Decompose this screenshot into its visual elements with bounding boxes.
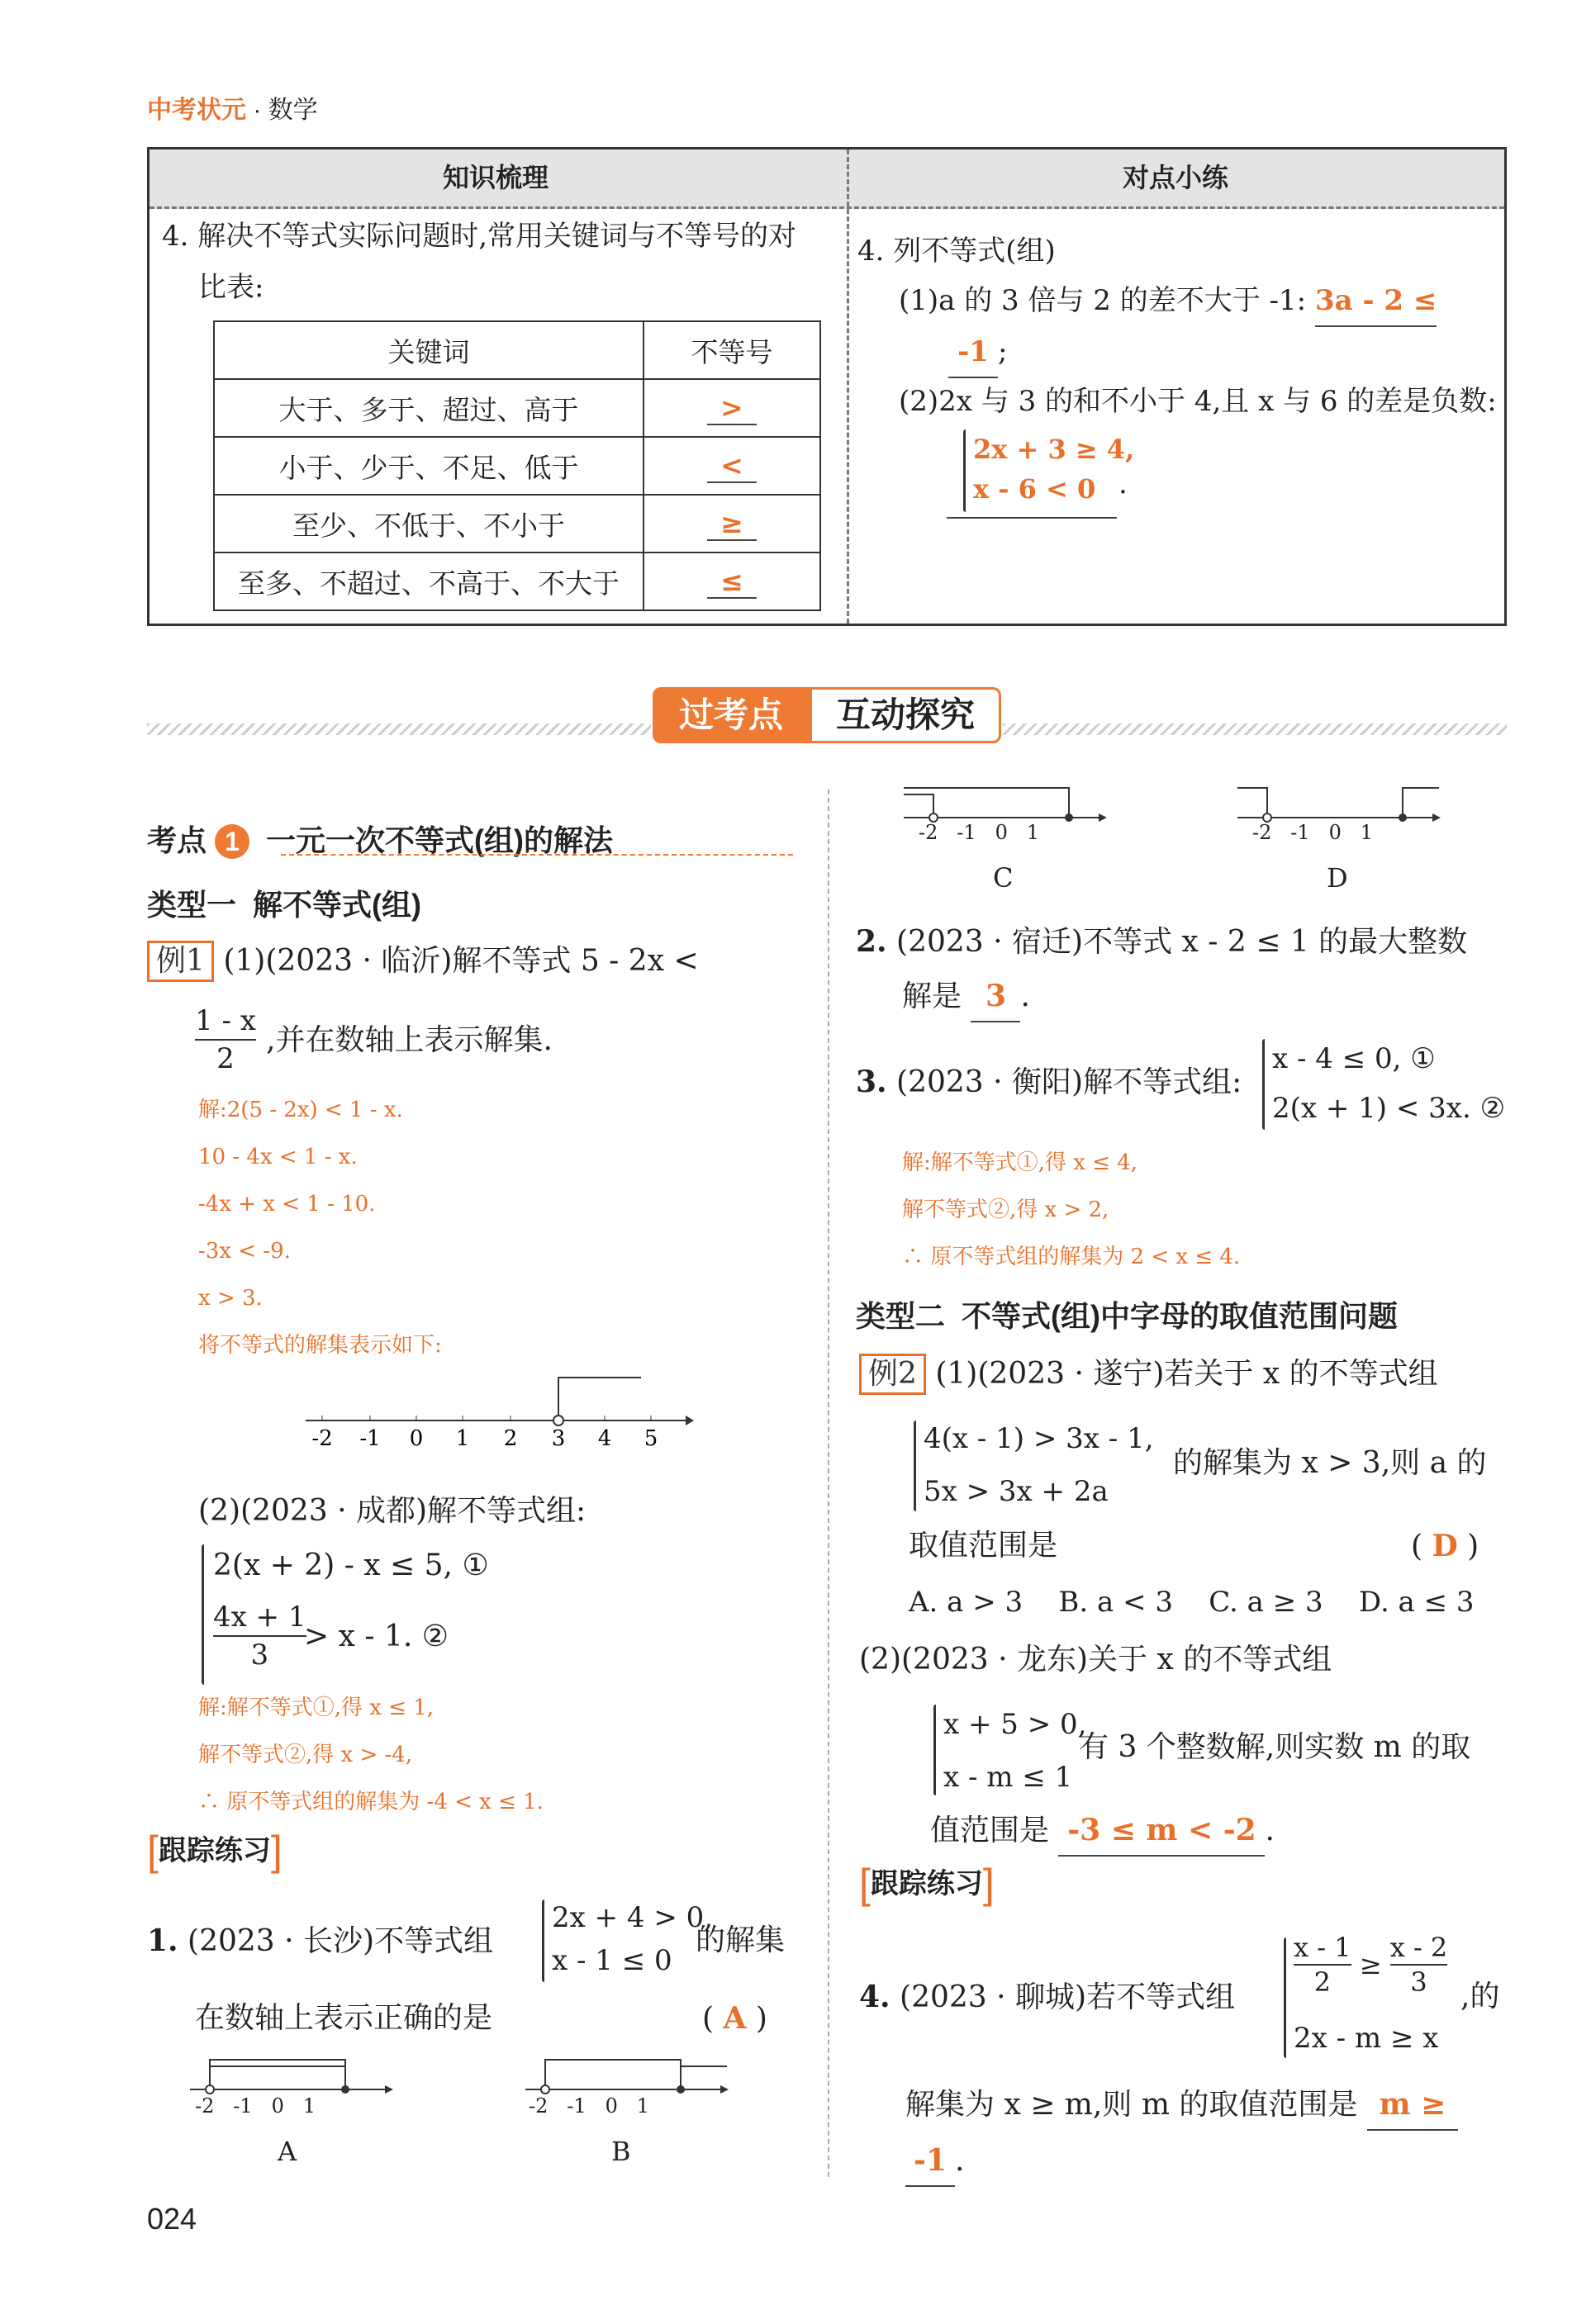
banner-left: 过考点 — [653, 687, 810, 743]
sol-line: 10 - 4x < 1 - x. — [198, 1145, 358, 1169]
sol-line: x > 3. — [198, 1286, 263, 1311]
header-left: 知识梳理 — [442, 163, 549, 192]
keyword-table — [213, 320, 821, 611]
sol-line: -4x + x < 1 - 10. — [198, 1192, 376, 1217]
ex2-line4 — [930, 1805, 1275, 1857]
tick-label: -2 — [1252, 821, 1272, 844]
tick-label: 1 — [636, 2094, 650, 2118]
option-c-label: C — [993, 862, 1014, 894]
kw-cell: 小于、少于、不足、低于 — [214, 437, 644, 495]
q2-line2 — [902, 971, 1030, 1022]
type1-heading: 类型一 解不等式(组) — [147, 888, 421, 922]
kw-head-keyword: 关键词 — [214, 321, 644, 379]
sign-cell: < — [707, 449, 757, 483]
q1-body: (2023 · 长沙)不等式组 — [188, 1924, 494, 1958]
right4-p1-answer: 3a - 2 ≤ — [1315, 276, 1437, 327]
right4-p1 — [899, 276, 1437, 327]
tick-label: -2 — [311, 1426, 333, 1451]
ex2-e2: 5x > 3x + 2a — [924, 1475, 1109, 1508]
tick-label: 1 — [455, 1426, 470, 1451]
ex2-answer-value: D — [1432, 1529, 1458, 1563]
ex2-line3: 取值范围是 — [909, 1529, 1058, 1563]
brace — [1262, 1039, 1265, 1130]
ex2-e3: x + 5 > 0, — [943, 1708, 1087, 1741]
tick-label: -1 — [233, 2094, 253, 2118]
right4-p2-end: . — [1118, 467, 1128, 500]
option-a-label: A — [278, 2136, 297, 2167]
ex2-line4-text: 值范围是 — [930, 1814, 1050, 1847]
ex1-solution2 — [198, 1685, 544, 1826]
q2-answer: 3 — [971, 971, 1020, 1022]
box-divider — [847, 149, 849, 624]
sol-line: 解不等式②,得 x > -4, — [198, 1743, 413, 1767]
tick-label: 2 — [503, 1426, 518, 1451]
q1-e1: 2x + 4 > 0, — [552, 1901, 714, 1934]
q1-answer: ( A ) — [702, 2001, 767, 2036]
fraction-denominator: 3 — [250, 1639, 269, 1672]
ex2-e4: x - m ≤ 1 — [943, 1761, 1073, 1794]
table-row — [214, 495, 820, 553]
header-subject: 数学 — [268, 97, 318, 124]
kaodian-underline — [281, 854, 793, 856]
ex2-tail2: 有 3 个整数解,则实数 m 的取 — [1079, 1730, 1471, 1764]
right4-p1-answer2: -1 — [948, 327, 998, 378]
ex2-choices: A. a > 3 B. a < 3 C. a ≥ 3 D. a ≤ 3 — [909, 1586, 1475, 1619]
ex1-q1a: (1)(2023 · 临沂)解不等式 5 - 2x < — [223, 944, 699, 978]
track-practice-2: [ 跟踪练习 ] — [859, 1860, 995, 1908]
q4-num: 4. — [859, 1980, 890, 2014]
banner-right: 互动探究 — [810, 687, 1001, 743]
tick-label: -1 — [1290, 821, 1310, 844]
q4-ge: ≥ — [1359, 1949, 1382, 1980]
tick-label: 0 — [271, 2094, 284, 2118]
banner-stripe-left — [147, 723, 651, 735]
ex1-e1: 2(x + 2) - x ≤ 5, ① — [213, 1549, 489, 1582]
underline — [947, 517, 1117, 519]
brace — [1284, 1937, 1286, 2058]
q3-num: 3. — [856, 1065, 887, 1099]
ex1-number-line — [306, 1363, 694, 1462]
header-dot: · — [253, 97, 262, 124]
sol-line: 将不等式的解集表示如下: — [198, 1333, 442, 1358]
q4-answer: m ≥ — [1367, 2080, 1458, 2131]
brace — [202, 1544, 204, 1685]
ex2-tail: 的解集为 x > 3,则 a 的 — [1173, 1446, 1487, 1480]
option-a-ticks — [195, 2094, 316, 2118]
ex2-system1 — [924, 1412, 1154, 1518]
column-divider — [828, 790, 829, 2177]
q3-e2: 2(x + 1) < 3x. ② — [1272, 1092, 1506, 1125]
tick-label: -1 — [359, 1426, 381, 1451]
right4-p2: (2)2x 与 3 的和不小于 4,且 x 与 6 的差是负数: — [899, 385, 1497, 418]
right4-title: 4. 列不等式(组) — [857, 235, 1056, 268]
table-row — [214, 379, 820, 437]
q4-line2 — [905, 2080, 1458, 2131]
kaodian-title: 一元一次不等式(组)的解法 — [266, 823, 614, 857]
fraction-numerator: x - 2 — [1390, 1931, 1448, 1966]
right4-p2-answer — [973, 429, 1134, 509]
ex2-q2: (2)(2023 · 龙东)关于 x 的不等式组 — [859, 1643, 1332, 1677]
q2-num: 2. — [856, 924, 887, 959]
option-c-ticks — [919, 821, 1039, 844]
brand-logo: 中考状元 — [147, 97, 246, 124]
sol-line: 解:2(5 - 2x) < 1 - x. — [198, 1098, 403, 1122]
brace — [963, 429, 966, 512]
q2-end: . — [1020, 979, 1030, 1013]
brace — [933, 1705, 936, 1795]
banner-stripe-right — [1003, 723, 1507, 735]
sign-cell: > — [707, 391, 757, 425]
kw-head-sign: 不等号 — [644, 321, 820, 379]
page-number: 024 — [147, 2202, 197, 2236]
tick-label: 1 — [302, 2094, 316, 2118]
ex2-q1 — [859, 1349, 1438, 1399]
q1-num: 1. — [147, 1923, 178, 1958]
tick-label: -2 — [195, 2094, 215, 2118]
q4-body: (2023 · 聊城)若不等式组 — [900, 1980, 1236, 2014]
q4-line3 — [905, 2136, 964, 2187]
sign-cell: ≤ — [707, 565, 757, 599]
q3-solution — [902, 1140, 1240, 1281]
kaodian-label: 考点 — [147, 823, 207, 857]
q4-text — [859, 1972, 1235, 2023]
q4-end: . — [955, 2144, 965, 2178]
tick-label: 5 — [644, 1426, 658, 1451]
ex1-q1b: ,并在数轴上表示解集. — [266, 1023, 553, 1057]
sol-line: ∴ 原不等式组的解集为 2 < x ≤ 4. — [902, 1245, 1241, 1269]
ex2-e1: 4(x - 1) > 3x - 1, — [924, 1422, 1154, 1455]
q2-line2-text: 解是 — [902, 979, 962, 1013]
q1-tail: 的解集 — [696, 1923, 786, 1957]
q2-text — [856, 917, 1467, 967]
q3-system — [1272, 1034, 1505, 1133]
ex1-q1 — [147, 937, 699, 986]
q4-ineq1 — [1294, 1931, 1447, 1999]
tick-label: 0 — [605, 2094, 618, 2118]
kaodian-number: 1 — [215, 824, 249, 859]
sol-line: -3x < -9. — [198, 1239, 291, 1264]
ex1-tag: 例1 — [147, 941, 214, 982]
q4-e2: 2x - m ≥ x — [1294, 2022, 1439, 2055]
q3-text — [856, 1057, 1242, 1107]
ex2-q1-text: (1)(2023 · 遂宁)若关于 x 的不等式组 — [935, 1357, 1438, 1391]
right4-p1-end: ; — [998, 335, 1008, 368]
tick-label: -2 — [919, 821, 938, 844]
q2-body: (2023 · 宿迁)不等式 x - 2 ≤ 1 的最大整数 — [896, 925, 1468, 959]
q4-tail: ,的 — [1460, 1980, 1500, 2013]
ex2-answer2: -3 ≤ m < -2 — [1058, 1805, 1265, 1857]
q1-line2: 在数轴上表示正确的是 — [195, 2001, 493, 2035]
kw-cell: 至少、不低于、不小于 — [214, 495, 644, 553]
fraction-denominator: 2 — [216, 1042, 235, 1075]
kw-cell: 大于、多于、超过、高于 — [214, 379, 644, 437]
fraction-numerator: 1 - x — [195, 1003, 256, 1041]
ex2-system2 — [943, 1698, 1086, 1804]
ex1-q2: (2)(2023 · 成都)解不等式组: — [198, 1494, 587, 1528]
q3-e1: x - 4 ≤ 0, ① — [1272, 1042, 1436, 1075]
option-b-label: B — [611, 2136, 631, 2167]
sol-line: ∴ 原不等式组的解集为 -4 < x ≤ 1. — [198, 1790, 544, 1814]
header-right: 对点小练 — [1122, 163, 1228, 192]
q1-text — [147, 1916, 493, 1966]
tick-label: -2 — [529, 2094, 549, 2118]
ex1-e2-fraction — [213, 1599, 306, 1673]
tick-label: -1 — [567, 2094, 587, 2118]
right4-p2-line2: x - 6 < 0 — [973, 473, 1096, 505]
fraction-numerator: 4x + 1 — [213, 1599, 306, 1637]
tick-label: 0 — [1328, 821, 1342, 844]
tick-label: 3 — [551, 1426, 566, 1451]
option-d-label: D — [1327, 862, 1348, 894]
q1-e2: x - 1 ≤ 0 — [552, 1944, 672, 1977]
left4-line2: 比表: — [198, 271, 264, 304]
brace — [914, 1420, 916, 1511]
track-practice-1: [ 跟踪练习 ] — [147, 1827, 283, 1875]
q4-line2-text: 解集为 x ≥ m,则 m 的取值范围是 — [905, 2088, 1358, 2122]
fraction-denominator: 3 — [1410, 1966, 1427, 1998]
sol-line: 解:解不等式①,得 x ≤ 1, — [198, 1696, 435, 1720]
tick-label: -1 — [957, 821, 976, 844]
left4-line1: 4. 解决不等式实际问题时,常用关键词与不等号的对 — [162, 220, 797, 253]
q1-answer-value: A — [723, 2001, 747, 2036]
option-d-ticks — [1252, 821, 1373, 844]
option-b-ticks — [529, 2094, 649, 2118]
tick-label: 4 — [597, 1426, 612, 1451]
ex2-tag: 例2 — [859, 1354, 926, 1395]
sol-line: 解不等式②,得 x > 2, — [902, 1198, 1109, 1222]
tick-label: 0 — [409, 1426, 424, 1451]
type2-heading: 类型二 不等式(组)中字母的取值范围问题 — [856, 1299, 1398, 1333]
q3-body: (2023 · 衡阳)解不等式组: — [896, 1065, 1242, 1099]
right4-p1-cont — [948, 327, 1007, 378]
kw-cell: 至多、不超过、不高于、不大于 — [214, 553, 644, 610]
sign-cell: ≥ — [707, 507, 757, 541]
q4-answer2: -1 — [905, 2136, 955, 2187]
ex1-e2-rest: > x - 1. ② — [304, 1620, 449, 1653]
right4-p1-text: (1)a 的 3 倍与 2 的差不大于 -1: — [899, 284, 1307, 317]
sol-line: 解:解不等式①,得 x ≤ 4, — [902, 1150, 1138, 1175]
table-row — [214, 437, 820, 495]
ex2-answer: ( D ) — [1411, 1529, 1479, 1563]
ex2-end: . — [1265, 1814, 1275, 1847]
fraction-denominator: 2 — [1313, 1966, 1331, 1998]
tick-label: 0 — [995, 821, 1008, 844]
table-row — [214, 553, 820, 610]
q1-system — [552, 1896, 713, 1982]
ex1-fraction — [195, 1003, 256, 1077]
running-header — [147, 89, 318, 126]
tick-label: 1 — [1026, 821, 1040, 844]
fraction-numerator: x - 1 — [1294, 1931, 1351, 1966]
ex1-solution — [198, 1087, 442, 1369]
brace — [542, 1900, 544, 1982]
right4-p2-line1: 2x + 3 ≥ 4, — [973, 434, 1135, 465]
tick-label: 1 — [1360, 821, 1374, 844]
